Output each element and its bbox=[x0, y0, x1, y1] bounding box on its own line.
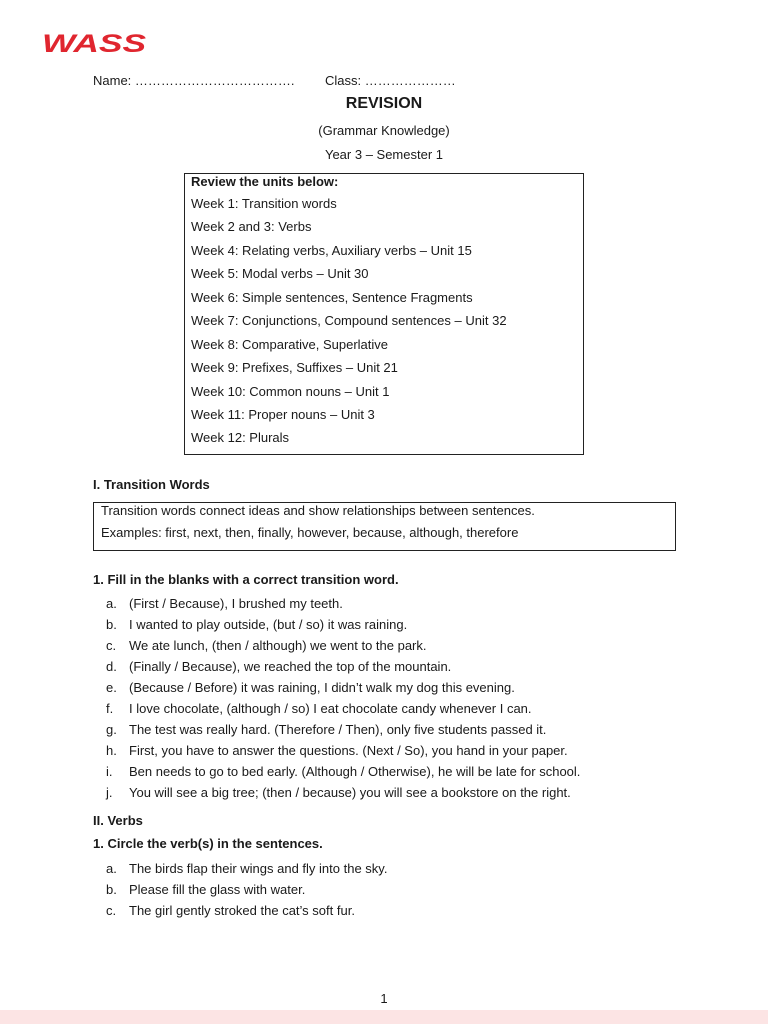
logo-text: WASS bbox=[42, 30, 147, 56]
question-text: The test was really hard. (Therefore / Then), only five students passed it. bbox=[129, 722, 547, 737]
question-text: (Finally / Because), we reached the top of the mountain. bbox=[129, 659, 452, 674]
page-title: REVISION bbox=[345, 95, 423, 112]
unit-item: Week 8: Comparative, Superlative bbox=[191, 336, 389, 352]
question-letter: i. bbox=[106, 764, 113, 779]
year-semester: Year 3 – Semester 1 bbox=[324, 147, 444, 162]
question-text: Ben needs to go to bed early. (Although / Otherwise), he will be late for school. bbox=[129, 764, 581, 779]
question-text: First, you have to answer the questions. (Next / So), you hand in your paper. bbox=[129, 743, 568, 758]
info-examples: Examples: first, next, then, finally, however, because, although, therefore bbox=[101, 525, 519, 540]
question-letter: g. bbox=[106, 722, 117, 737]
question-letter: e. bbox=[106, 680, 117, 695]
question-letter: f. bbox=[106, 701, 114, 716]
unit-item: Week 6: Simple sentences, Sentence Fragments bbox=[191, 289, 473, 305]
section-heading-verbs: II. Verbs bbox=[93, 813, 143, 828]
question-letter: b. bbox=[106, 617, 117, 632]
task-heading-circle-verbs: 1. Circle the verb(s) in the sentences. bbox=[93, 836, 323, 851]
question-letter: c. bbox=[106, 638, 117, 653]
units-list bbox=[191, 195, 507, 453]
unit-item: Week 10: Common nouns – Unit 1 bbox=[191, 383, 390, 399]
footer-band bbox=[0, 1010, 768, 1024]
unit-item: Week 2 and 3: Verbs bbox=[191, 219, 312, 235]
transition-info-box bbox=[93, 502, 676, 551]
question-text: Please fill the glass with water. bbox=[129, 882, 306, 897]
page-subtitle: (Grammar Knowledge) bbox=[318, 123, 450, 138]
unit-item: Week 1: Transition words bbox=[191, 196, 337, 211]
section-heading-transition-words: I. Transition Words bbox=[93, 477, 210, 492]
unit-item: Week 5: Modal verbs – Unit 30 bbox=[191, 266, 369, 282]
question-letter: b. bbox=[106, 882, 117, 897]
page-number: 1 bbox=[380, 991, 388, 1006]
question-text: We ate lunch, (then / although) we went to the park. bbox=[129, 638, 427, 653]
unit-item: Week 11: Proper nouns – Unit 3 bbox=[191, 406, 375, 422]
question-text: You will see a big tree; (then / because) you will see a bookstore on the right. bbox=[129, 785, 571, 800]
question-letter: a. bbox=[106, 861, 117, 876]
question-letter: c. bbox=[106, 903, 117, 918]
name-field: Name: ………………………………. bbox=[93, 73, 295, 88]
info-definition: Transition words connect ideas and show relationships between sentences. bbox=[101, 503, 535, 518]
question-letter: h. bbox=[106, 743, 117, 758]
question-letter: d. bbox=[106, 659, 117, 674]
question-letter: a. bbox=[106, 596, 117, 611]
unit-item: Week 12: Plurals bbox=[191, 430, 290, 446]
unit-item: Week 4: Relating verbs, Auxiliary verbs – Unit 15 bbox=[191, 242, 472, 258]
task-heading-fill-blanks: 1. Fill in the blanks with a correct transition word. bbox=[93, 572, 399, 587]
question-text: The girl gently stroked the cat’s soft fur. bbox=[129, 903, 355, 918]
unit-item: Week 9: Prefixes, Suffixes – Unit 21 bbox=[191, 360, 398, 376]
question-text: (First / Because), I brushed my teeth. bbox=[129, 596, 343, 611]
question-text: (Because / Before) it was raining, I didn’t walk my dog this evening. bbox=[129, 680, 515, 695]
unit-item: Week 7: Conjunctions, Compound sentences – Unit 32 bbox=[191, 313, 507, 329]
question-text: The birds flap their wings and fly into the sky. bbox=[129, 861, 388, 876]
units-review-box bbox=[184, 173, 584, 455]
question-text: I love chocolate, (although / so) I eat chocolate candy whenever I can. bbox=[129, 701, 532, 716]
wass-logo bbox=[42, 30, 148, 56]
units-heading: Review the units below: bbox=[191, 174, 339, 189]
class-field: Class: ………………… bbox=[325, 73, 456, 88]
question-letter: j. bbox=[106, 785, 113, 800]
question-text: I wanted to play outside, (but / so) it was raining. bbox=[129, 617, 408, 632]
